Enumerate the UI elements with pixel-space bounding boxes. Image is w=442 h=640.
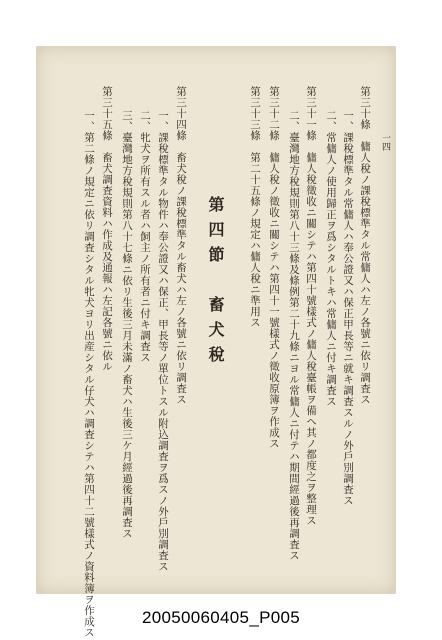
article-33: 第三十三條 第二十五條ノ規定ハ傭人稅ニ準用ス xyxy=(249,86,261,328)
page-number: 一四 xyxy=(380,133,390,151)
article-35-item-1: 一、第二條ノ規定ニ依リ調査シタル牝犬ヨリ出産シタル仔犬ハ調査シテハ第四十二號樣式ノ資料簿ヲ作成ス xyxy=(83,110,95,638)
article-30-item-1: 一、課稅標準タル常傭人ハ奉公證又ハ保正甲長等ニ就キ調査スルノ外戶別調査ス xyxy=(342,110,354,506)
article-30: 第三十條 傭人稅ノ課稅標準タル常傭人ハ左ノ各號ニ依リ調査ス xyxy=(359,86,371,405)
article-31-item-2: 二、臺灣地方稅規則第八十三條及條例第二十九條ニヨル常傭人ニ付テハ期間經過後再調査ス xyxy=(288,110,300,561)
article-35: 第三十五條 畜犬調査資料ハ作成及通報ハ左記各號ニ依ル xyxy=(101,86,113,372)
article-31: 第三十一條 傭人稅徵收ニ關シテハ第四十號樣式ノ傭人稅臺帳ヲ備ヘ其ノ都度之ヲ整理ス xyxy=(305,86,317,526)
article-30-item-2: 二、常傭人ノ使用歸正ヲ爲シタルトキハ常傭人ニ付キ調査ス xyxy=(325,110,337,407)
article-34-item-1: 一、課稅標準タル物件ハ奉公證又ハ保正、甲長等ノ單位トスル附込調査ヲ爲スノ外戶別調査ス xyxy=(157,110,169,572)
section-heading: 第四節 畜犬稅 xyxy=(206,196,225,371)
article-34-item-2: 二、牝犬ヲ所有スル者ハ飼主ノ所有者ニ付キ調査ス xyxy=(139,110,151,363)
article-34-item-3: 三、臺灣地方稅規則第八十七條ニ依リ生後三月未滿ノ畜犬ハ生後三ケ月經過後再調査ス xyxy=(121,110,133,539)
image-caption: 20050060405_P005 xyxy=(142,608,300,627)
article-32: 第三十二條 傭人稅ノ徵收ニ關シテハ第四十一號樣式ノ徵收原簿ヲ作成ス xyxy=(268,86,280,449)
article-34: 第三十四條 畜犬稅ノ課稅標準タル畜犬ハ左ノ各號ニ依リ調査ス xyxy=(175,86,187,405)
